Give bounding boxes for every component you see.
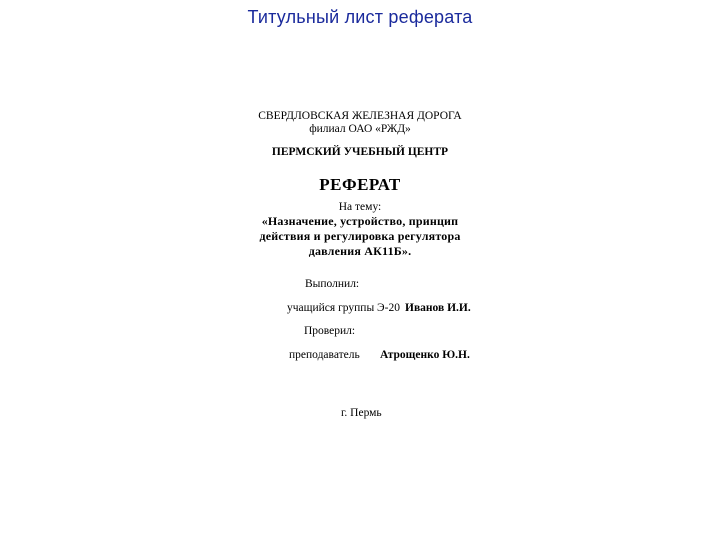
student-name: Иванов И.И. bbox=[405, 302, 471, 314]
document-type: РЕФЕРАТ bbox=[319, 175, 401, 194]
organization-name: СВЕРДЛОВСКАЯ ЖЕЛЕЗНАЯ ДОРОГА bbox=[258, 110, 462, 122]
city: г. Пермь bbox=[341, 407, 382, 419]
topic-line-3: давления АК11Б». bbox=[308, 244, 412, 258]
topic-line-2: действия и регулировка регулятора bbox=[259, 229, 461, 243]
checked-label: Проверил: bbox=[304, 325, 356, 337]
slide-title: Титульный лист реферата bbox=[247, 7, 473, 27]
topic-intro: На тему: bbox=[338, 201, 382, 213]
branch-name: филиал ОАО «РЖД» bbox=[309, 123, 411, 135]
student-role: учащийся группы Э-20 bbox=[287, 302, 400, 314]
teacher-name: Атрощенко Ю.Н. bbox=[380, 349, 470, 361]
training-center-name: ПЕРМСКИЙ УЧЕБНЫЙ ЦЕНТР bbox=[271, 146, 449, 158]
performed-label: Выполнил: bbox=[305, 278, 360, 290]
teacher-role: преподаватель bbox=[289, 349, 360, 361]
topic-line-1: «Назначение, устройство, принцип bbox=[261, 214, 459, 228]
